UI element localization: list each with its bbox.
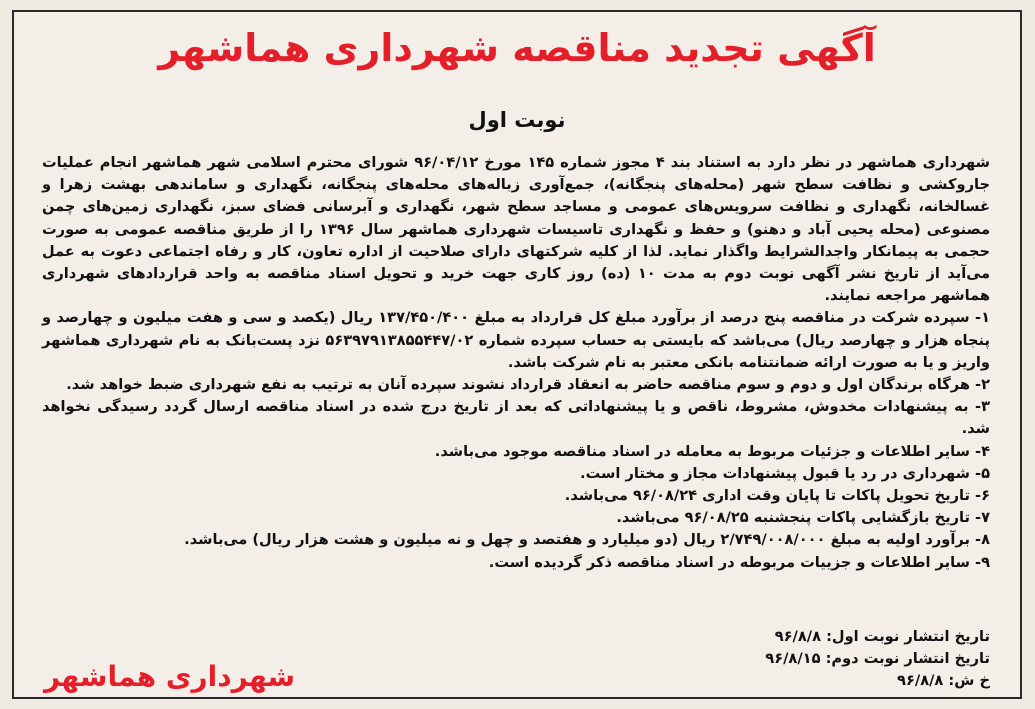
publication-dates bbox=[765, 626, 990, 692]
clause-9: ۹- سایر اطلاعات و جزییات مربوطه در اسناد مناقصه ذکر گردیده است. bbox=[488, 553, 990, 571]
notice-code: خ ش: ۹۶/۸/۸ bbox=[897, 672, 990, 689]
clause-1: ۱- سپرده شرکت در مناقصه پنج درصد از برآورد مبلغ کل قرارداد به مبلغ ۱۳۷/۴۵۰/۴۰۰ ریال (یکصد و سی و هفت میلیون و چهارصد و پنجاه هزار و چهارصد ریال) می‌باشد که بایستی به حساب سپرده شماره ۵۶۳۹۷۹۱۳۸۵۵۴۴۷/۰۲ نزد پست‌بانک به نام شهرداری هماشهر واریز و یا به صورت ارائه ضمانتنامه بانکی معتبر به نام شرکت باشد. bbox=[42, 309, 991, 371]
notice-frame bbox=[12, 10, 1022, 699]
signature-municipality: شهرداری هماشهر bbox=[44, 660, 296, 693]
clause-2: ۲- هرگاه برندگان اول و دوم و سوم مناقصه حاضر به انعقاد قرارداد نشوند سپرده آنان به ترتیب به نفع شهرداری ضبط خواهد شد. bbox=[66, 376, 990, 394]
notice-title: آگهی تجدید مناقصه شهرداری هماشهر bbox=[158, 26, 876, 70]
notice-body bbox=[42, 152, 990, 574]
clause-7: ۷- تاریخ بازگشایی پاکات پنجشنبه ۹۶/۰۸/۲۵ می‌باشد. bbox=[616, 509, 990, 527]
clause-5: ۵- شهرداری در رد یا قبول پیشنهادات مجاز و مختار است. bbox=[580, 464, 990, 482]
clause-4: ۴- سایر اطلاعات و جزئیات مربوط به معامله در اسناد مناقصه موجود می‌باشد. bbox=[434, 442, 990, 460]
clause-8: ۸- برآورد اولیه به مبلغ ۲/۷۴۹/۰۰۸/۰۰۰ ریال (دو میلیارد و هفتصد و چهل و نه میلیون و هشت هزار ریال) می‌باشد. bbox=[184, 531, 990, 549]
publish-date-first: تاریخ انتشار نوبت اول: ۹۶/۸/۸ bbox=[774, 628, 990, 645]
clause-3: ۳- به پیشنهادات مخدوش، مشروط، ناقص و یا پیشنهاداتی که بعد از تاریخ درج شده در اسناد مناقصه ارسال گردد رسیدگی نخواهد شد. bbox=[42, 398, 990, 438]
publish-date-second: تاریخ انتشار نوبت دوم: ۹۶/۸/۱۵ bbox=[765, 650, 990, 667]
notice-round: نوبت اول bbox=[468, 108, 566, 132]
clause-6: ۶- تاریخ تحویل پاکات تا پایان وقت اداری ۹۶/۰۸/۲۴ می‌باشد. bbox=[564, 487, 990, 505]
intro-paragraph: شهرداری هماشهر در نظر دارد به استناد بند ۴ مجوز شماره ۱۴۵ مورخ ۹۶/۰۴/۱۲ شورای محترم اسلامی شهر هماشهر انجام عملیات جاروکشی و نظافت سطح شهر (محله‌های پنجگانه)، جمع‌آوری زباله‌های محله‌های پنجگانه، نگهداری و ساماندهی بهشت زهرا و غسالخانه، نگهداری و نظافت سرویس‌های عمومی و مساجد سطح شهر، نگهداری و آبرسانی فضای سبز، نگهداری زمین‌های چمن مصنوعی (محله یحیی آباد و دهنو) و حفظ و نگهداری تاسیسات شهرداری هماشهر سال ۱۳۹۶ را از طریق مناقصه عمومی به صورت حجمی به پیمانکار واجدالشرایط واگذار نماید. لذا از کلیه شرکتهای دارای صلاحیت از اداره تعاون، کار و رفاه اجتماعی دعوت به عمل می‌آید از تاریخ نشر آگهی نوبت دوم به مدت ۱۰ (ده) روز کاری جهت خرید و تحویل اسناد مناقصه به واحد قراردادهای شهرداری هماشهر مراجعه نمایند. bbox=[42, 154, 990, 305]
